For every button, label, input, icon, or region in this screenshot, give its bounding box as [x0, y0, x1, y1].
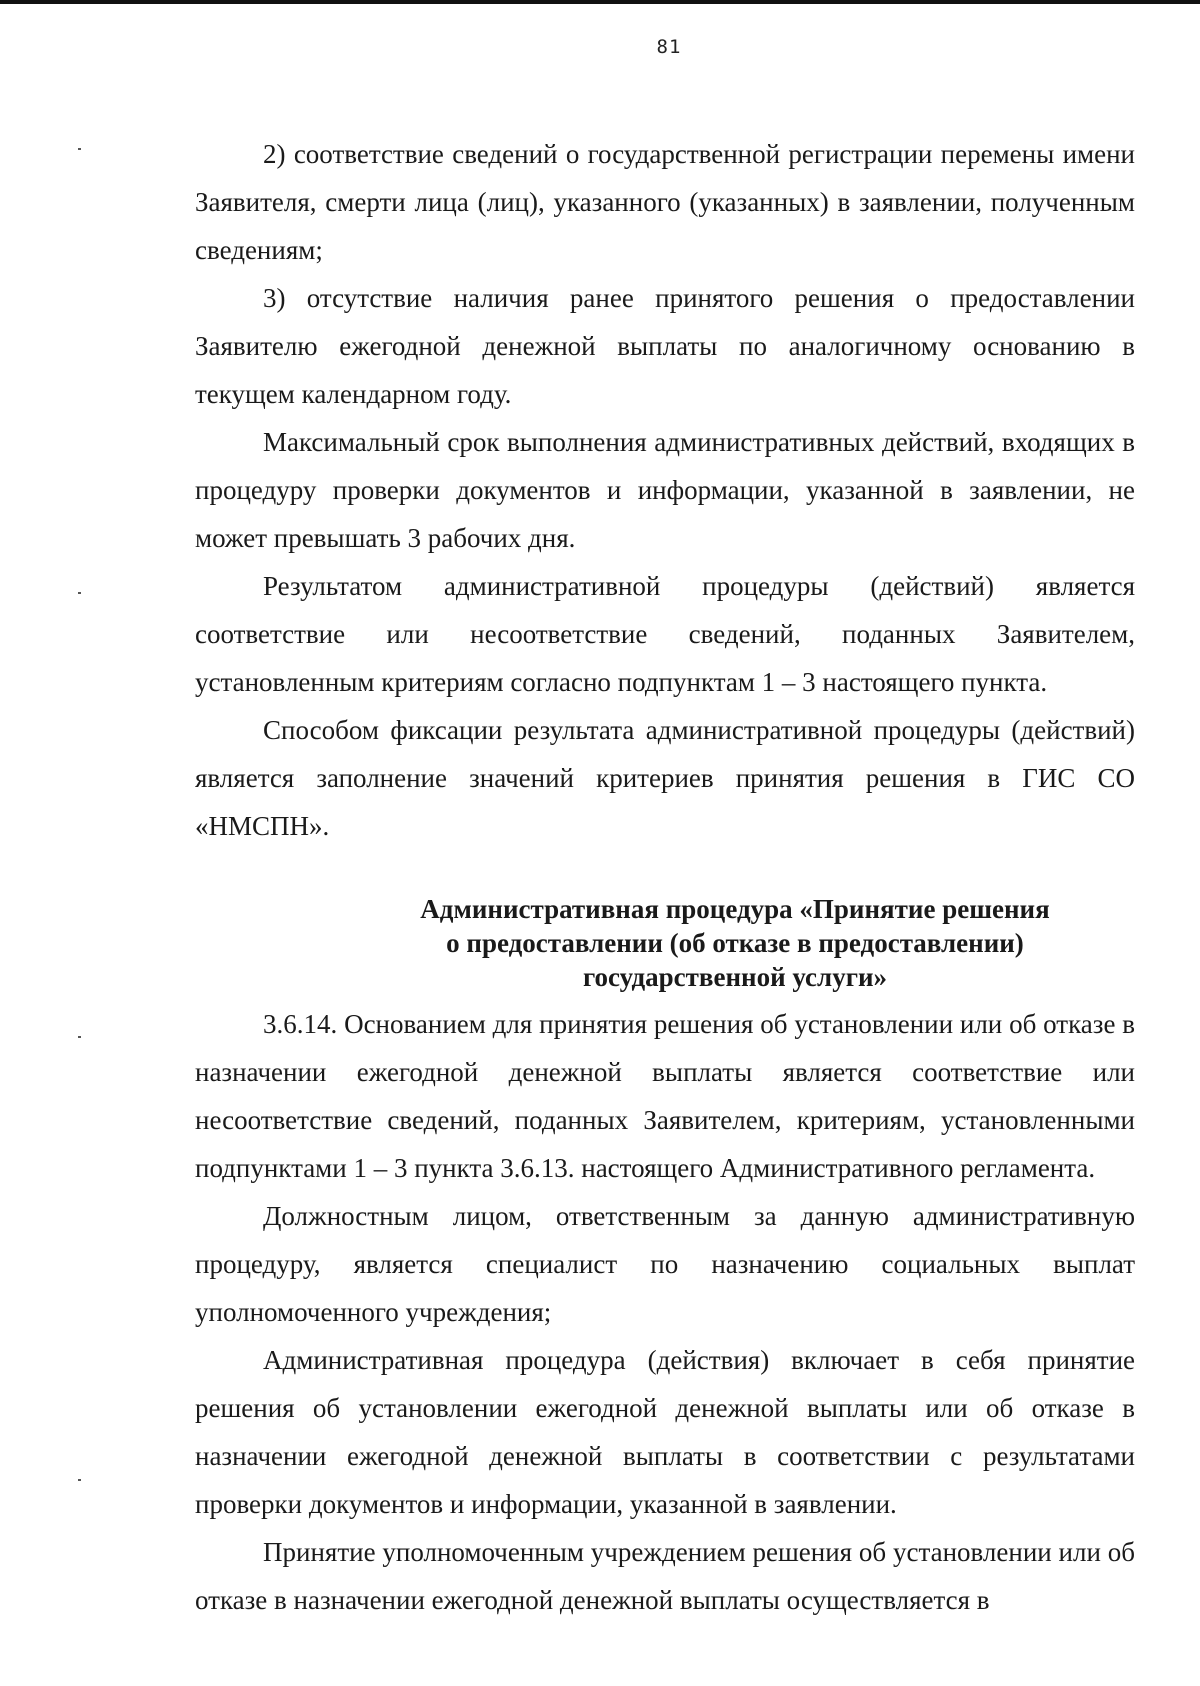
margin-mark: [78, 1479, 81, 1481]
margin-mark: [78, 1036, 81, 1038]
page-top-border: [0, 0, 1200, 4]
paragraph-max-term: Максимальный срок выполнения административных действий, входящих в процедуру проверки документов и информации, указанной в заявлении, не может превышать 3 рабочих дня.: [195, 427, 1135, 553]
paragraph-item-3: 3) отсутствие наличия ранее принятого решения о предоставлении Заявителю ежегодной денежной выплаты по аналогичному основанию в текущем календарном году.: [195, 283, 1135, 409]
section-heading-line: государственной услуги»: [582, 962, 888, 992]
margin-mark: [78, 592, 81, 594]
document-body: [195, 130, 1135, 1624]
paragraph-item-2: 2) соответствие сведений о государственной регистрации перемены имени Заявителя, смерти лица (лиц), указанного (указанных) в заявлении, полученным сведениям;: [195, 139, 1135, 265]
section-gap: [195, 850, 1135, 892]
paragraph-procedure-includes: Административная процедура (действия) включает в себя принятие решения об установлении ежегодной денежной выплаты или об отказе в назначении ежегодной денежной выплаты в соответствии с результатами проверки документов и информации, указанной в заявлении.: [195, 1345, 1135, 1519]
paragraph-responsible: Должностным лицом, ответственным за данную административную процедуру, является специалист по назначению социальных выплат уполномоченного учреждения;: [195, 1201, 1135, 1327]
paragraph-fixation: Способом фиксации результата административной процедуры (действий) является заполнение значений критериев принятия решения в ГИС СО «НМСПН».: [195, 715, 1135, 841]
section-heading: [195, 892, 1135, 994]
page-number: 81: [656, 36, 682, 58]
paragraph-result: Результатом административной процедуры (действий) является соответствие или несоответствие сведений, поданных Заявителем, установленным критериям согласно подпунктам 1 – 3 настоящего пункта.: [195, 571, 1135, 697]
paragraph-3-6-14: 3.6.14. Основанием для принятия решения об установлении или об отказе в назначении ежегодной денежной выплаты является соответствие или несоответствие сведений, поданных Заявителем, критериям, установленными подпунктами 1 – 3 пункта 3.6.13. настоящего Административного регламента.: [195, 1009, 1135, 1183]
section-heading-line: Административная процедура «Принятие решения: [420, 894, 1050, 924]
paragraph-decision: Принятие уполномоченным учреждением решения об установлении или об отказе в назначении ежегодной денежной выплаты осуществляется в: [195, 1537, 1135, 1615]
margin-mark: [78, 148, 81, 150]
section-heading-line: о предоставлении (об отказе в предоставлении): [446, 928, 1024, 958]
